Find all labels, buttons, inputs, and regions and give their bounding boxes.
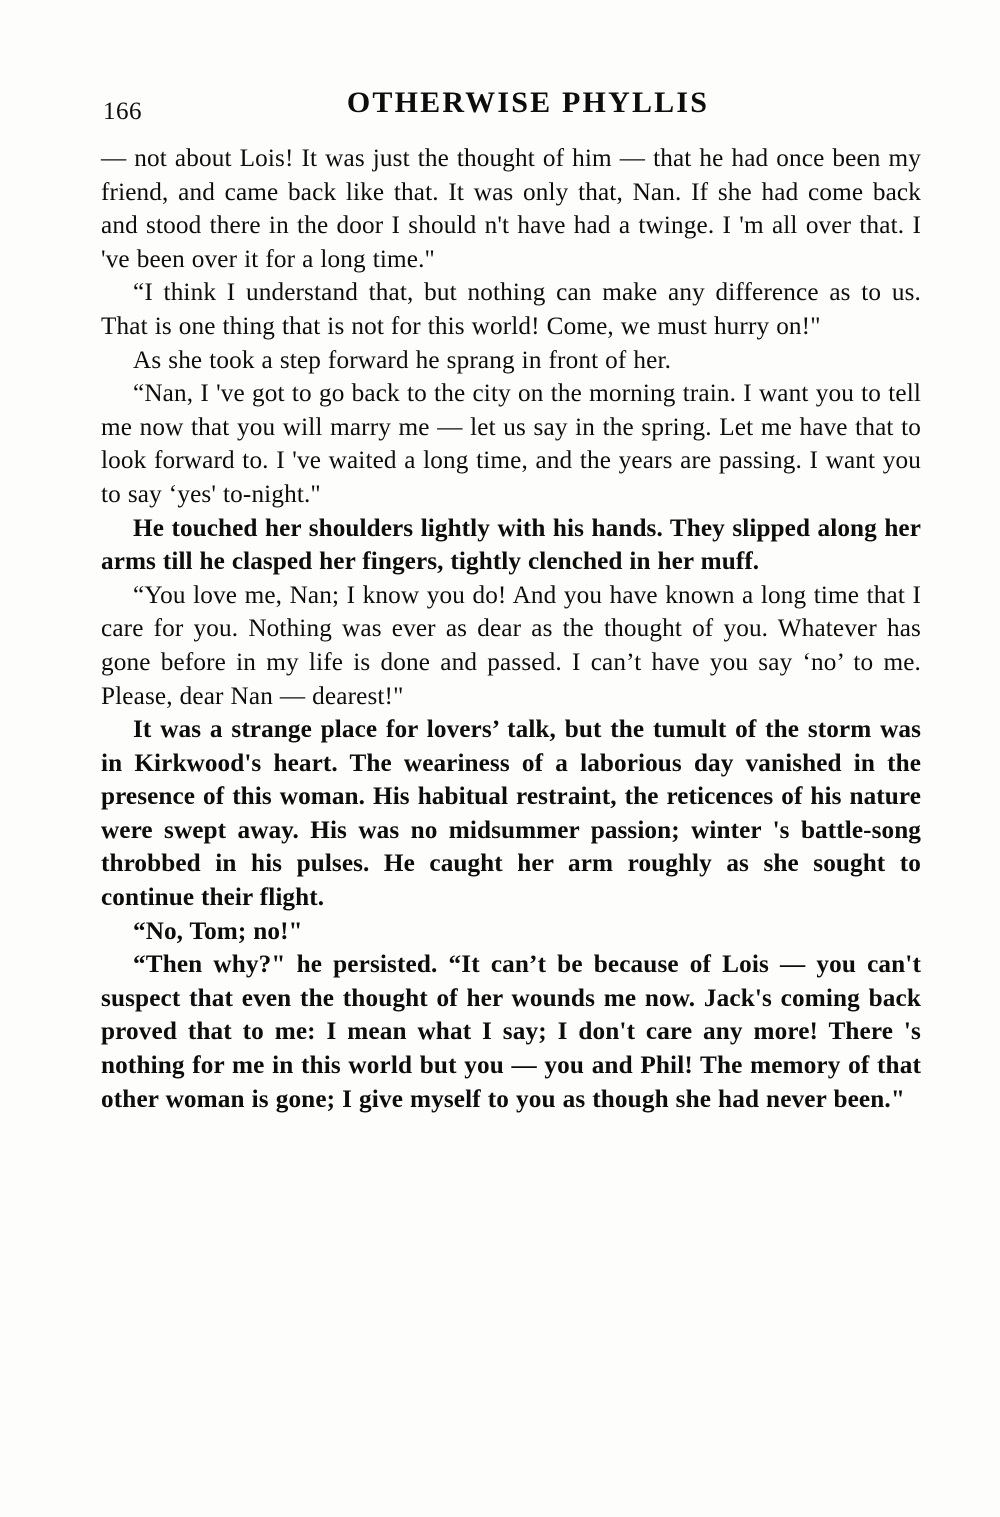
paragraph: It was a strange place for lovers’ talk, but the tumult of the storm was in Kirkwood's heart. The weariness of a laborious day vanished in the presence of this woman. His habitual restraint, the reticences of his nature were swept away. His was no midsummer passion; winter 's battle-song throbbed in his pulses. He caught her arm roughly as she sought to continue their flight. <box>101 716 921 912</box>
paragraph: “Then why?" he persisted. “It can’t be because of Lois — you can't suspect that even the thought of her wounds me now. Jack's coming back proved that to me: I mean what I say; I don't care any more! There 's nothing for me in this world but you — you and Phil! The memory of that other woman is gone; I give myself to you as though she had never been." <box>101 951 921 1113</box>
page-body <box>101 142 921 1116</box>
paragraph: He touched her shoulders lightly with his hands. They slipped along her arms till he clasped her fingers, tightly clenched in her muff. <box>101 514 921 576</box>
running-title: OTHERWISE PHYLLIS <box>346 86 710 119</box>
page-number: 166 <box>103 98 142 125</box>
paragraph: “Nan, I 've got to go back to the city on the morning train. I want you to tell me now that you will marry me — let us say in the spring. Let me have that to look forward to. I 've waited a long time, and the years are passing. I want you to say ‘yes' to-night." <box>101 380 921 508</box>
paragraph: — not about Lois! It was just the thought of him — that he had once been my friend, and came back like that. It was only that, Nan. If she had come back and stood there in the door I should n't have had a twinge. I 'm all over that. I 've been over it for a long time." <box>101 145 921 273</box>
paragraph: As she took a step forward he sprang in front of her. <box>133 346 672 374</box>
page-header <box>100 78 922 136</box>
paragraph: “I think I understand that, but nothing can make any difference as to us. That is one thing that is not for this world! Come, we must hurry on!" <box>101 279 921 340</box>
paragraph: “You love me, Nan; I know you do! And you have known a long time that I care for you. Nothing was ever as dear as the thought of you. Whatever has gone before in my life is done and passed. I can’t have you say ‘no’ to me. Please, dear Nan — dearest!" <box>101 581 921 710</box>
paragraph: “No, Tom; no!" <box>133 917 303 945</box>
